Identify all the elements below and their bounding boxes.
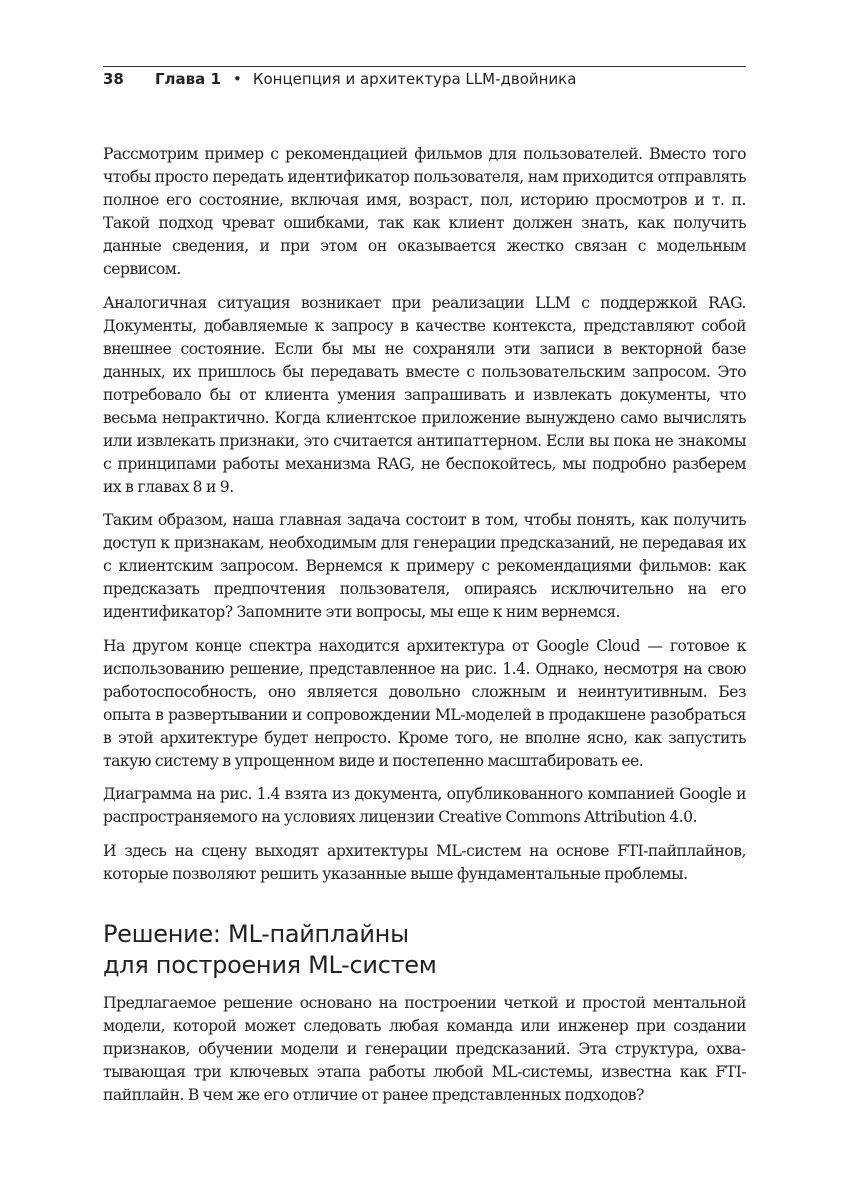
running-head bbox=[103, 70, 746, 94]
chapter-title: Концепция и архитектура LLM-двойника bbox=[252, 70, 577, 88]
section-heading-line-2: для построения ML-систем bbox=[103, 950, 437, 979]
body-text bbox=[103, 143, 746, 1117]
header-separator: • bbox=[232, 70, 242, 88]
paragraph-main-task: Таким образом, наша главная задача состоит в том, чтобы понять, как получить доступ к признакам, необходимым для генерации предсказаний, не передавая их с клиентским запросом. Вернемся к примеру с рекомендациями фильмов: как предсказать предпочтения пользователя, опираясь исключительно на его идентификатор? Запомните эти вопросы, мы еще к ним вернемся. bbox=[103, 511, 746, 621]
paragraph-diagram-license: Диаграмма на рис. 1.4 взята из документа, опубликованного компанией Google и распространяемого на условиях лицензии Creative Commons Attribution 4.0. bbox=[103, 785, 746, 826]
page-number: 38 bbox=[103, 70, 124, 88]
section-heading-line-1: Решение: ML-пайплайны bbox=[103, 919, 409, 948]
chapter-label: Глава 1 bbox=[155, 70, 221, 88]
header-rule bbox=[103, 66, 746, 67]
paragraph-movie-recommendation: Рассмотрим пример с рекомендацией фильмов для пользователей. Вместо того чтобы просто передать идентификатор пользователя, нам приходится отправлять полное его состояние, включая имя, возраст, пол, историю просмотров и т. п. Такой подход чреват ошибками, так как клиент должен знать, как получить данные сведения, и при этом он оказывается жестко связан с модельным сервисом. bbox=[103, 145, 746, 278]
paragraph-proposed-solution: Предлагаемое решение основано на построении четкой и простой ментальной модели, которой может следовать любая команда или инженер при создании признаков, обучении модели и генерации предсказаний. Эта структура, охватывающая три ключевых этапа работы любой ML-системы, известна как FTI-пайплайн. В чем же его отличие от ранее представленных подходов? bbox=[103, 993, 746, 1104]
paragraph-fti-intro: И здесь на сцену выходят архитектуры ML-систем на основе FTI-пайплайнов, которые позволяют решить указанные выше фундаментальные проблемы. bbox=[103, 841, 746, 883]
book-page bbox=[103, 0, 746, 1200]
paragraph-rag-analogy: Аналогичная ситуация возникает при реализации LLM с поддержкой RAG. Документы, добавляемые к запросу в качестве контекста, представляют собой внешнее состояние. Если бы мы не сохраняли эти записи в векторной базе данных, их пришлось бы передавать вместе с пользовательским запросом. Это потребовало бы от клиента умения запрашивать и извлекать документы, что весьма непрактично. Когда клиентское приложение вынуждено само вычислять или извлекать признаки, это считается антипаттерном. Если вы пока не знакомы с принципами работы механизма RAG, не беспокойтесь, мы подробно разберем их в главах 8 и 9. bbox=[103, 293, 746, 496]
section-heading bbox=[103, 919, 746, 981]
paragraph-google-cloud: На другом конце спектра находится архитектура от Google Cloud — готовое к использованию решение, представленное на рис. 1.4. Однако, несмотря на свою работоспособность, оно является довольно сложным и неинтуитивным. Без опыта в развертывании и сопровождении ML-моделей в продакшене разобраться в этой архитектуре будет непросто. Кроме того, не вполне ясно, как запустить такую систему в упрощенном виде и постепенно масштабировать ее. bbox=[103, 636, 746, 770]
